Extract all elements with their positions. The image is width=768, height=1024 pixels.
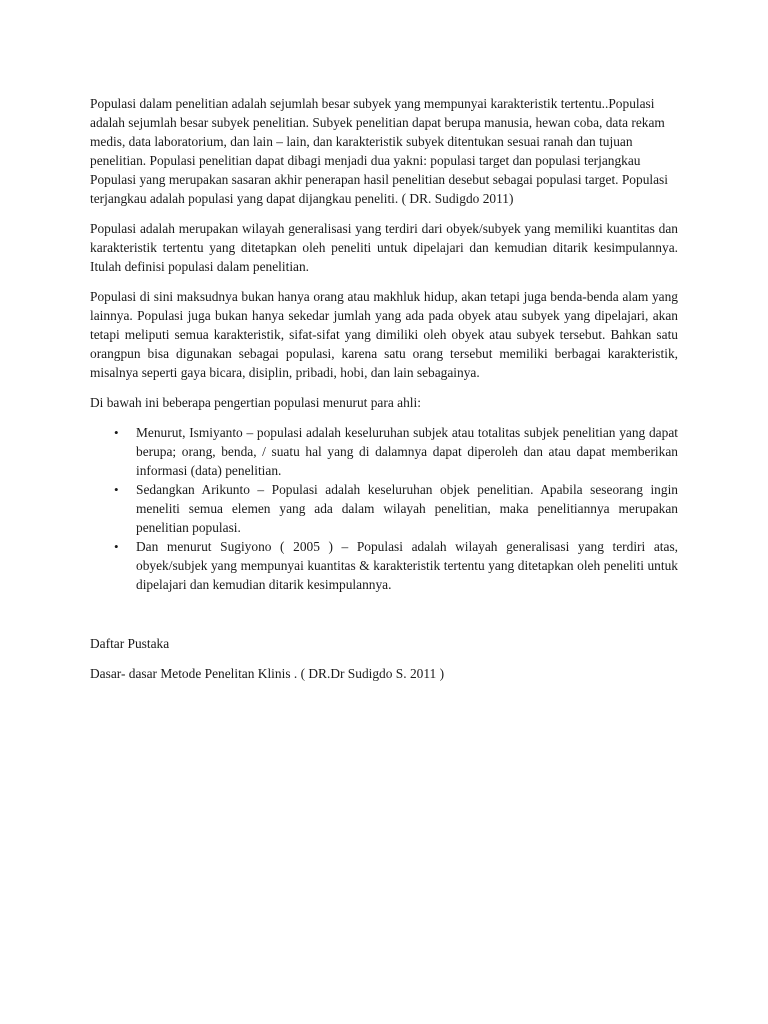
- list-item-sugiyono: [90, 537, 678, 594]
- references-heading: Daftar Pustaka: [90, 636, 170, 651]
- expert-definitions-list: [90, 423, 678, 594]
- bullet-icon: •: [114, 539, 119, 554]
- list-item-text: Sedangkan Arikunto – Populasi adalah keseluruhan objek penelitian. Apabila seseorang ingin meneliti semua elemen yang ada dalam wilayah penelitian, maka penelitiannya merupakan penelitian populasi.: [136, 482, 678, 535]
- list-item-text: Dan menurut Sugiyono ( 2005 ) – Populasi adalah wilayah generalisasi yang terdiri atas, obyek/subjek yang mempunyai kuantitas & karakteristik tertentu yang ditetapkan oleh peneliti untuk dipelajari dan kemudian ditarik kesimpulannya.: [136, 539, 678, 592]
- reference-entry: Dasar- dasar Metode Penelitan Klinis . ( DR.Dr Sudigdo S. 2011 ): [90, 666, 445, 681]
- paragraph-generalization: Populasi adalah merupakan wilayah generalisasi yang terdiri dari obyek/subyek yang memiliki kuantitas dan karakteristik tertentu yang ditetapkan oleh peneliti untuk dipelajari dan kemudian ditarik kesimpulannya. Itulah definisi populasi dalam penelitian.: [90, 221, 678, 274]
- bullet-icon: •: [114, 425, 119, 440]
- list-item-text: Menurut, Ismiyanto – populasi adalah keseluruhan subjek atau totalitas subjek penelitian yang dapat berupa; orang, benda, / suatu hal yang di dalamnya dapat diperoleh dan atau dapat memberikan informasi (data) penelitian.: [136, 425, 678, 478]
- list-item-arikunto: [90, 480, 678, 537]
- paragraph-population-definition: Populasi dalam penelitian adalah sejumlah besar subyek yang mempunyai karakteristik tertentu..Populasi adalah sejumlah besar subyek penelitian. Subyek penelitian dapat berupa manusia, hewan coba, data rekam medis, data laboratorium, dan lain – lain, dan karakteristik subyek ditentukan sesuai ranah dan tujuan penelitian. Populasi penelitian dapat dibagi menjadi dua yakni: populasi target dan populasi terjangkau Populasi yang merupakan sasaran akhir penerapan hasil penelitian desebut sebagai populasi target. Populasi terjangkau adalah populasi yang dapat dijangkau peneliti. ( DR. Sudigdo 2011): [90, 96, 668, 206]
- bullet-icon: •: [114, 482, 119, 497]
- document-page: [90, 94, 678, 694]
- list-item-ismiyanto: [90, 423, 678, 480]
- section-spacer: [90, 594, 678, 634]
- paragraph-expert-intro: Di bawah ini beberapa pengertian populasi menurut para ahli:: [90, 395, 421, 410]
- paragraph-population-scope: Populasi di sini maksudnya bukan hanya orang atau makhluk hidup, akan tetapi juga benda-benda alam yang lainnya. Populasi juga bukan hanya sekedar jumlah yang ada pada obyek atau subyek yang dipelajari, akan tetapi meliputi semua karakteristik, sifat-sifat yang dimiliki oleh obyek atau subyek tersebut. Bahkan satu orangpun bisa digunakan sebagai populasi, karena satu orang tersebut memiliki berbagai karakteristik, misalnya seperti gaya bicara, disiplin, pribadi, hobi, dan lain sebagainya.: [90, 289, 678, 380]
